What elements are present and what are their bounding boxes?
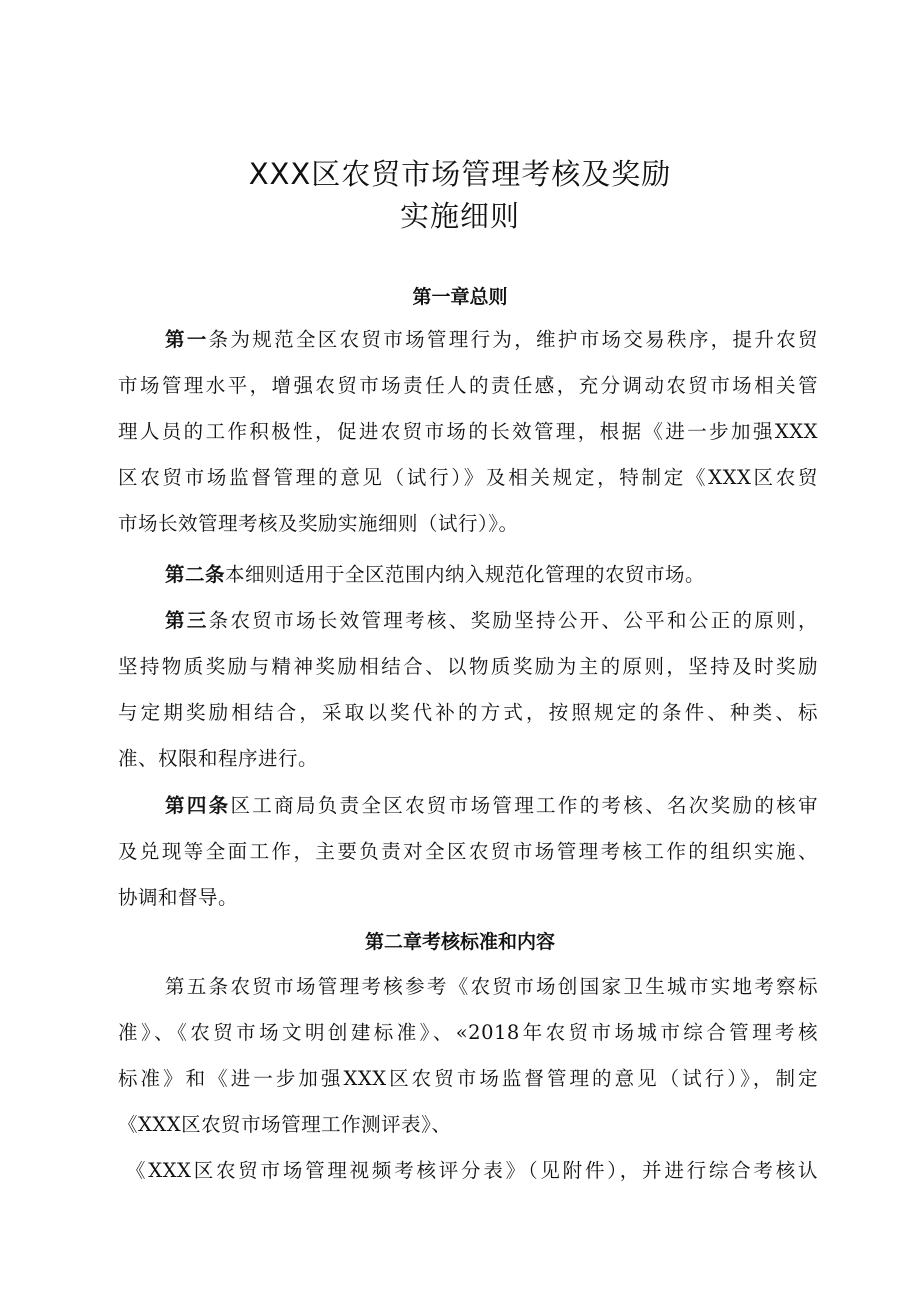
article-3-line-3: 与定期奖励相结合，采取以奖代补的方式，按照规定的条件、种类、标 (118, 701, 818, 724)
article-3-line-4: 准、权限和程序进行。 (118, 747, 319, 770)
article-3-text-1: 条农贸市场长效管理考核、奖励坚持公开、公平和公正的原则， (208, 609, 818, 632)
article-5-line-1: 第五条农贸市场管理考核参考《农贸市场创国家卫生城市实地考察标 (165, 975, 818, 998)
article-4-text-1: 区工商局负责全区农贸市场管理工作的考核、名次奖励的核审 (230, 794, 818, 817)
article-4-line-3: 协调和督导。 (118, 886, 239, 909)
article-5-line-2: 准》、《农贸市场文明创建标准》、«2018年农贸市场城市综合管理考核 (118, 1021, 818, 1044)
article-2-lead: 第二条 (165, 563, 226, 586)
article-1-line-1 (165, 326, 818, 354)
article-4-lead: 第四条 (165, 794, 231, 817)
article-4-line-2: 及兑现等全面工作，主要负责对全区农贸市场管理考核工作的组织实施、 (118, 840, 818, 863)
article-2-line-1 (165, 561, 818, 589)
document-title-line-2: 实施细则 (399, 199, 520, 233)
chapter-1-heading: 第一章总则 (412, 286, 508, 308)
article-1-line-2: 市场管理水平，增强农贸市场责任人的责任感，充分调动农贸市场相关管 (118, 374, 818, 397)
article-3-lead: 第三 (165, 609, 209, 632)
article-4-line-1 (165, 792, 818, 820)
article-3-line-2: 坚持物质奖励与精神奖励相结合、以物质奖励为主的原则，坚持及时奖励 (118, 655, 818, 678)
article-5-line-4: 《XXX区农贸市场管理工作测评表》、 (118, 1113, 452, 1136)
article-5-line-5: 《XXX区农贸市场管理视频考核评分表》（见附件），并进行综合考核认 (126, 1159, 818, 1182)
article-1-line-5: 市场长效管理考核及奖励实施细则（试行）》。 (118, 512, 519, 535)
chapter-2-heading: 第二章考核标准和内容 (364, 931, 555, 953)
article-1-line-4: 区农贸市场监督管理的意见（试行）》及相关规定，特制定《XXX区农贸 (118, 466, 818, 489)
article-5-line-3: 标准》和《进一步加强XXX区农贸市场监督管理的意见（试行）》，制定 (118, 1067, 818, 1090)
article-2-text-1: 本细则适用于全区范围内纳入规范化管理的农贸市场。 (225, 563, 706, 586)
article-1-lead: 第一 (165, 328, 209, 351)
article-3-line-1 (165, 607, 818, 635)
document-title-line-1: XXX区农贸市场管理考核及奖励 (248, 157, 672, 191)
article-1-line-3: 理人员的工作积极性，促进农贸市场的长效管理，根据《进一步加强XXX (118, 420, 818, 443)
article-1-text-1: 条为规范全区农贸市场管理行为，维护市场交易秩序，提升农贸 (208, 328, 818, 351)
